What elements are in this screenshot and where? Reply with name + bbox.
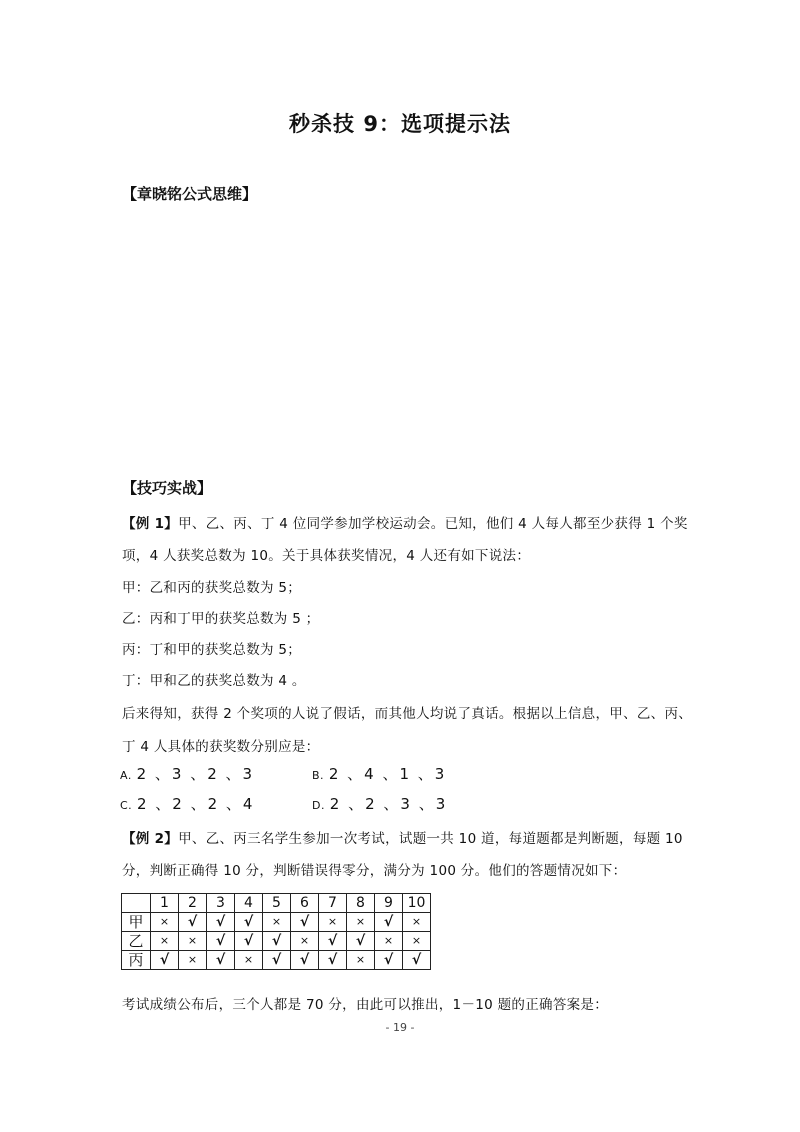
statement-jia: 甲：乙和丙的获奖总数为 5；	[122, 580, 302, 596]
check-mark: √	[347, 932, 375, 951]
example1-line2: 项，4 人获奖总数为 10。关于具体获奖情况，4 人还有如下说法：	[122, 548, 531, 564]
table-row-yi: 乙 × × √ √ √ × √ √ × ×	[122, 932, 431, 951]
section-heading-practice: 【技巧实战】	[122, 479, 213, 497]
table-row-jia: 甲 × √ √ √ × √ × × √ ×	[122, 913, 431, 932]
cross-mark: ×	[319, 913, 347, 932]
check-mark: √	[319, 932, 347, 951]
cross-mark: ×	[151, 932, 179, 951]
cross-mark: ×	[263, 913, 291, 932]
cross-mark: ×	[347, 913, 375, 932]
check-mark: √	[151, 951, 179, 970]
cross-mark: ×	[179, 932, 207, 951]
example2-line1	[122, 827, 683, 847]
cross-mark: ×	[291, 932, 319, 951]
check-mark: √	[207, 932, 235, 951]
check-mark: √	[207, 913, 235, 932]
example2-line2: 分，判断正确得 10 分，判断错误得零分，满分为 100 分。他们的答题情况如下：	[122, 863, 627, 879]
example1-label: 【例 1】	[122, 516, 179, 532]
statement-bing: 丙：丁和甲的获奖总数为 5；	[122, 642, 302, 658]
check-mark: √	[263, 951, 291, 970]
check-mark: √	[291, 951, 319, 970]
check-mark: √	[179, 913, 207, 932]
cross-mark: ×	[179, 951, 207, 970]
cross-mark: ×	[235, 951, 263, 970]
option-a: A. 2 、3 、2 、3	[120, 765, 255, 783]
option-d: D. 2 、2 、3 、3	[312, 795, 448, 813]
check-mark: √	[375, 951, 403, 970]
example2-text1: 甲、乙、丙三名学生参加一次考试，试题一共 10 道，每道题都是判断题，每题 10	[178, 831, 683, 847]
check-mark: √	[319, 951, 347, 970]
cross-mark: ×	[403, 932, 431, 951]
section-heading-formula: 【章晓铭公式思维】	[122, 185, 258, 203]
cross-mark: ×	[375, 932, 403, 951]
check-mark: √	[291, 913, 319, 932]
cross-mark: ×	[151, 913, 179, 932]
option-b: B. 2 、4 、1 、3	[312, 765, 447, 783]
example1-text1: 甲、乙、丙、丁 4 位同学参加学校运动会。已知，他们 4 人每人都至少获得 1 个奖	[178, 516, 688, 532]
table-row-bing: 丙 √ × √ × √ √ √ × √ √	[122, 951, 431, 970]
check-mark: √	[375, 913, 403, 932]
check-mark: √	[403, 951, 431, 970]
example1-line4: 丁 4 人具体的获奖数分别应是：	[122, 739, 320, 755]
check-mark: √	[235, 913, 263, 932]
example2-line3: 考试成绩公布后，三个人都是 70 分，由此可以推出，1－10 题的正确答案是：	[122, 997, 609, 1013]
page-number: - 19 -	[385, 1021, 415, 1034]
example1-line1	[122, 512, 688, 532]
option-c: C. 2 、2 、2 、4	[120, 795, 255, 813]
check-mark: √	[263, 932, 291, 951]
answer-table	[121, 893, 431, 970]
statement-ding: 丁：甲和乙的获奖总数为 4 。	[122, 673, 306, 689]
cross-mark: ×	[403, 913, 431, 932]
cross-mark: ×	[347, 951, 375, 970]
example1-line3: 后来得知，获得 2 个奖项的人说了假话，而其他人均说了真话。根据以上信息，甲、乙、丙、	[122, 706, 693, 722]
page-title: 秒杀技 9：选项提示法	[289, 112, 511, 136]
check-mark: √	[235, 932, 263, 951]
example2-label: 【例 2】	[122, 831, 179, 847]
table-header-row: 1 2 3 4 5 6 7 8 9 10	[122, 894, 431, 913]
check-mark: √	[207, 951, 235, 970]
statement-yi: 乙：丙和丁甲的获奖总数为 5 ；	[122, 611, 320, 627]
